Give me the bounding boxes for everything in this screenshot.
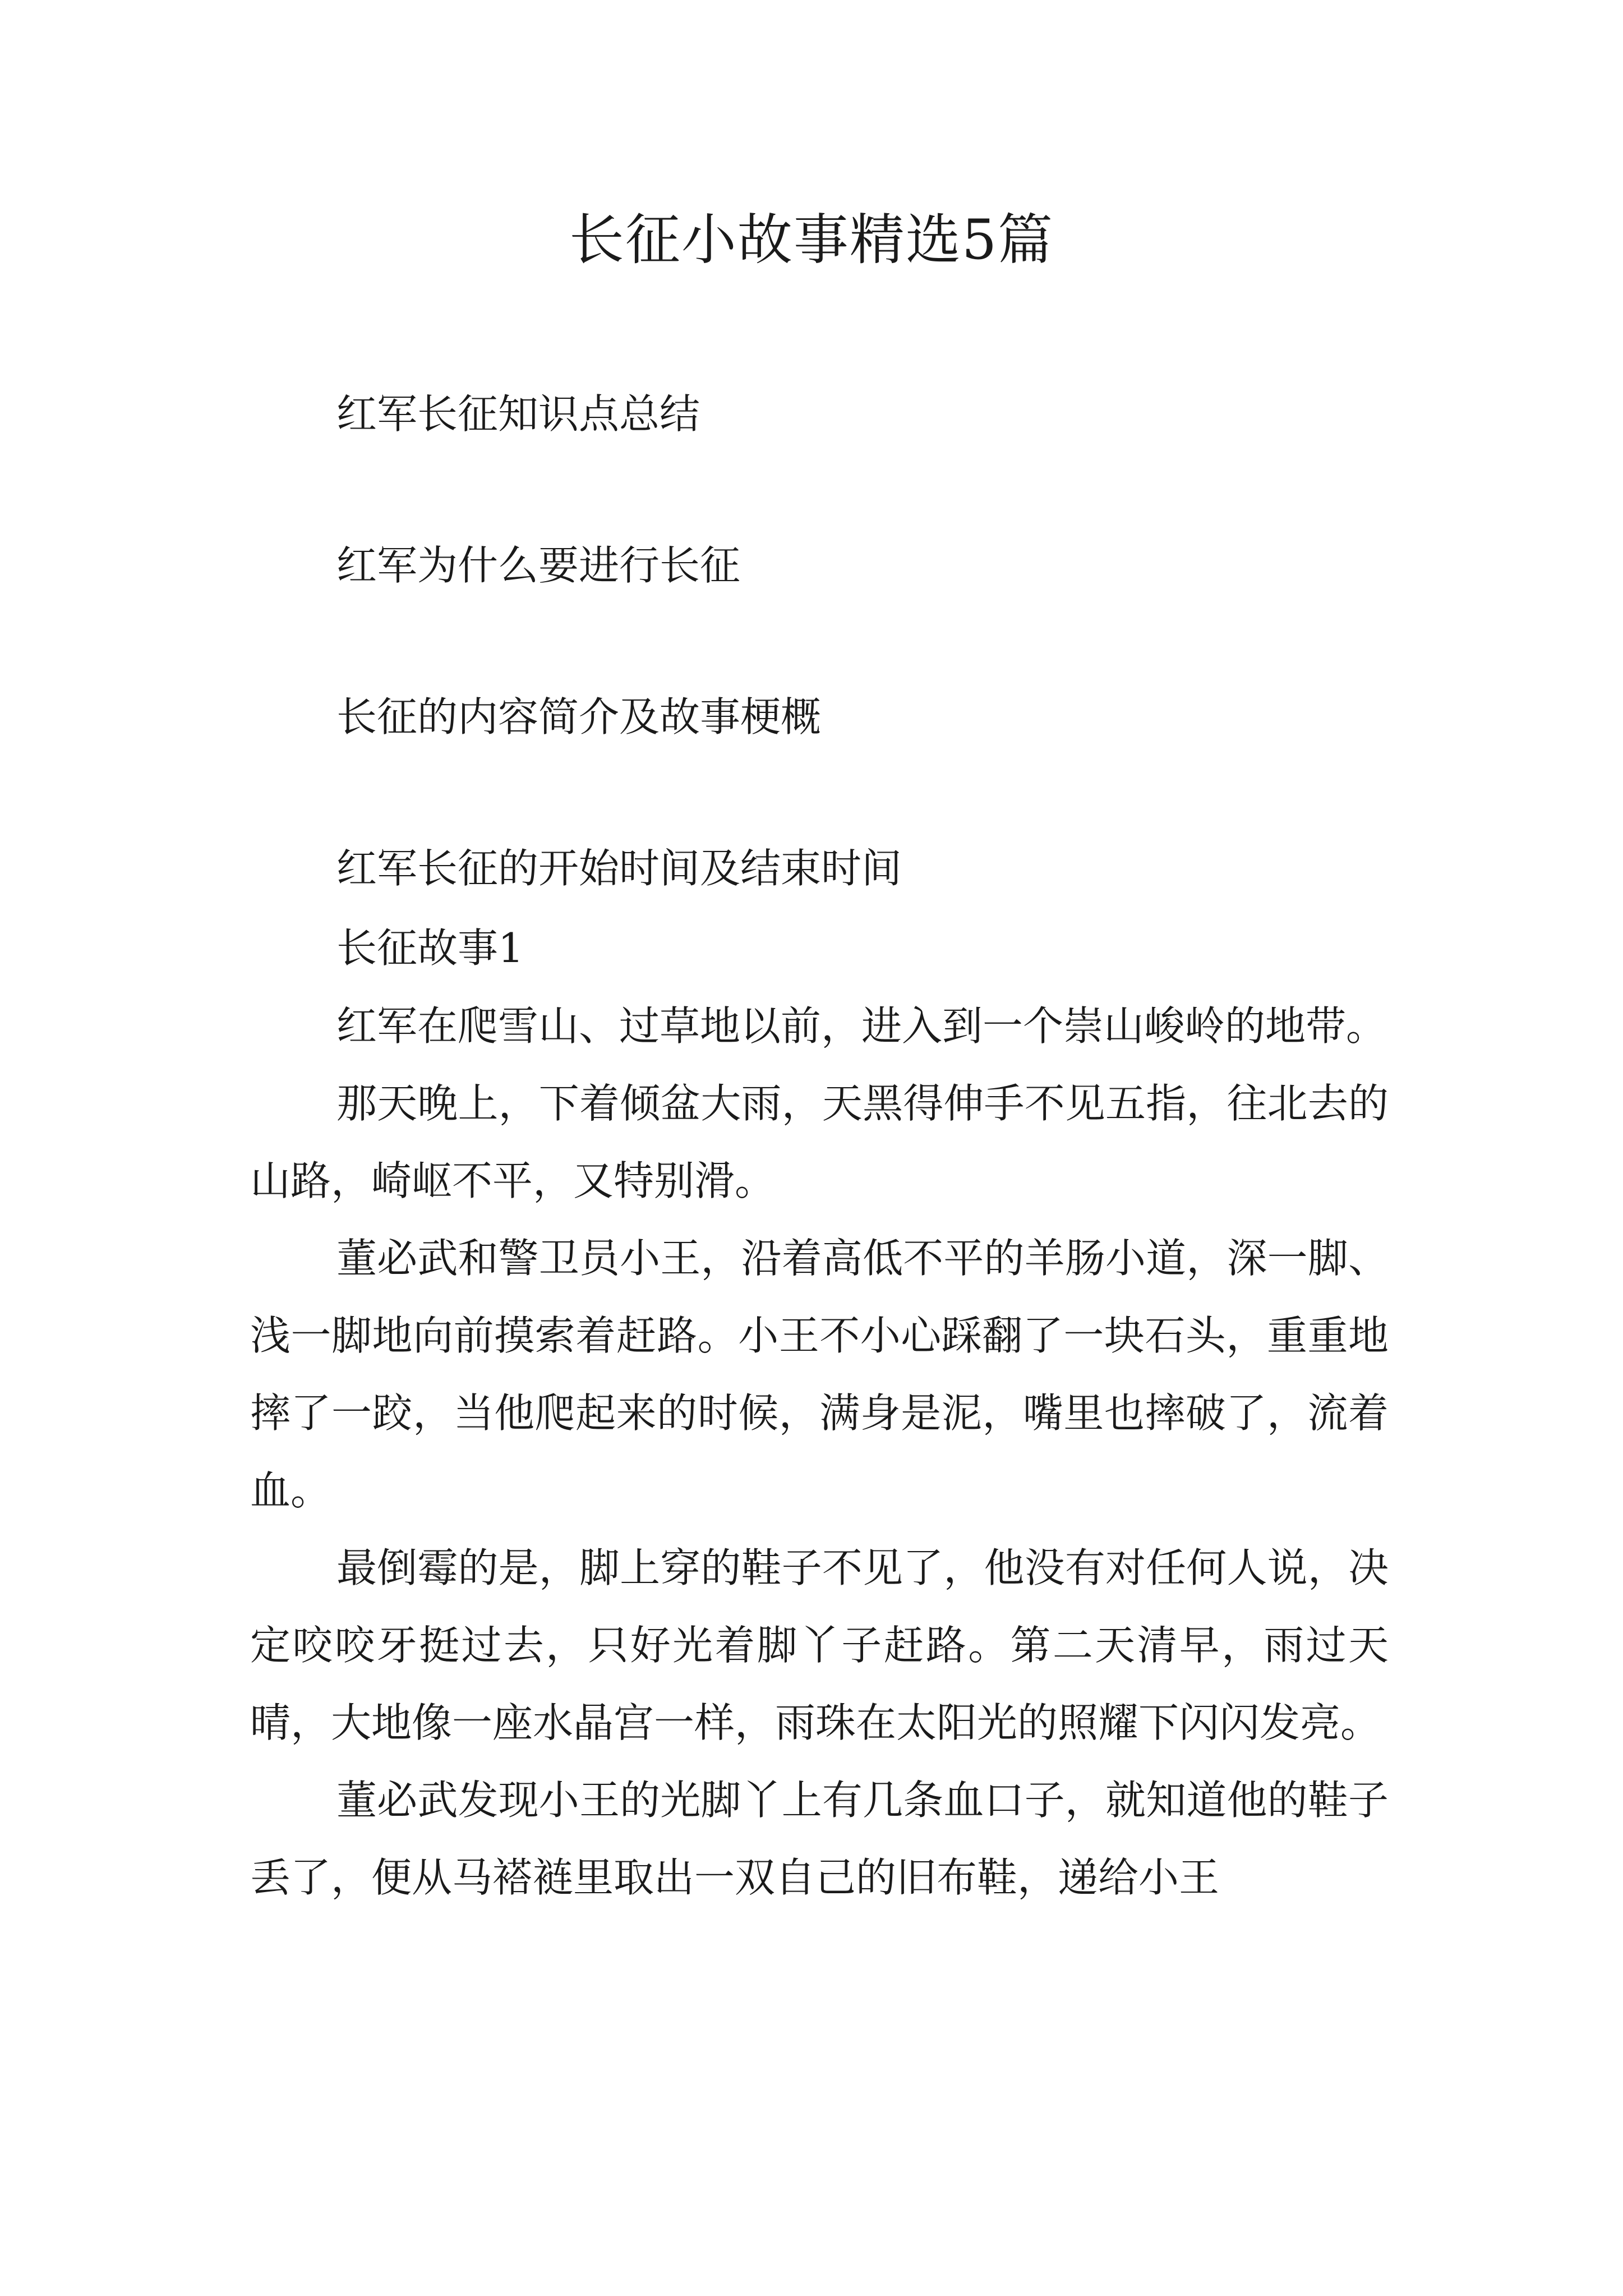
story-body — [250, 987, 1389, 1916]
paragraph-1: 红军在爬雪山、过草地以前，进入到一个崇山峻岭的地带。 — [336, 1002, 1387, 1050]
paragraph-3: 董必武和警卫员小王，沿着高低不平的羊肠小道，深一脚、浅一脚地向前摸索着赶路。小王不小心踩翻了一块石头，重重地摔了一跤，当他爬起来的时候，满身是泥，嘴里也摔破了，流着血。 — [250, 1235, 1389, 1514]
paragraph-4: 最倒霉的是，脚上穿的鞋子不见了，他没有对任何人说，决定咬咬牙挺过去，只好光着脚丫子赶路。第二天清早，雨过天晴，大地像一座水晶宫一样，雨珠在太阳光的照耀下闪闪发亮。 — [250, 1544, 1389, 1746]
document-title: 长征小故事精选5篇 — [569, 208, 1054, 272]
toc-item-3: 长征的内容简介及故事梗概 — [336, 693, 822, 740]
toc-item-1: 红军长征知识点总结 — [336, 390, 700, 438]
section-heading: 长征故事1 — [336, 924, 524, 972]
toc-item-4: 红军长征的开始时间及结束时间 — [336, 845, 902, 892]
paragraph-5: 董必武发现小王的光脚丫上有几条血口子，就知道他的鞋子丢了，便从马褡裢里取出一双自己的旧布鞋，递给小王 — [250, 1777, 1389, 1901]
toc-item-2: 红军为什么要进行长征 — [336, 542, 741, 589]
paragraph-2: 那天晚上，下着倾盆大雨，天黑得伸手不见五指，往北去的山路，崎岖不平，又特别滑。 — [250, 1080, 1389, 1204]
